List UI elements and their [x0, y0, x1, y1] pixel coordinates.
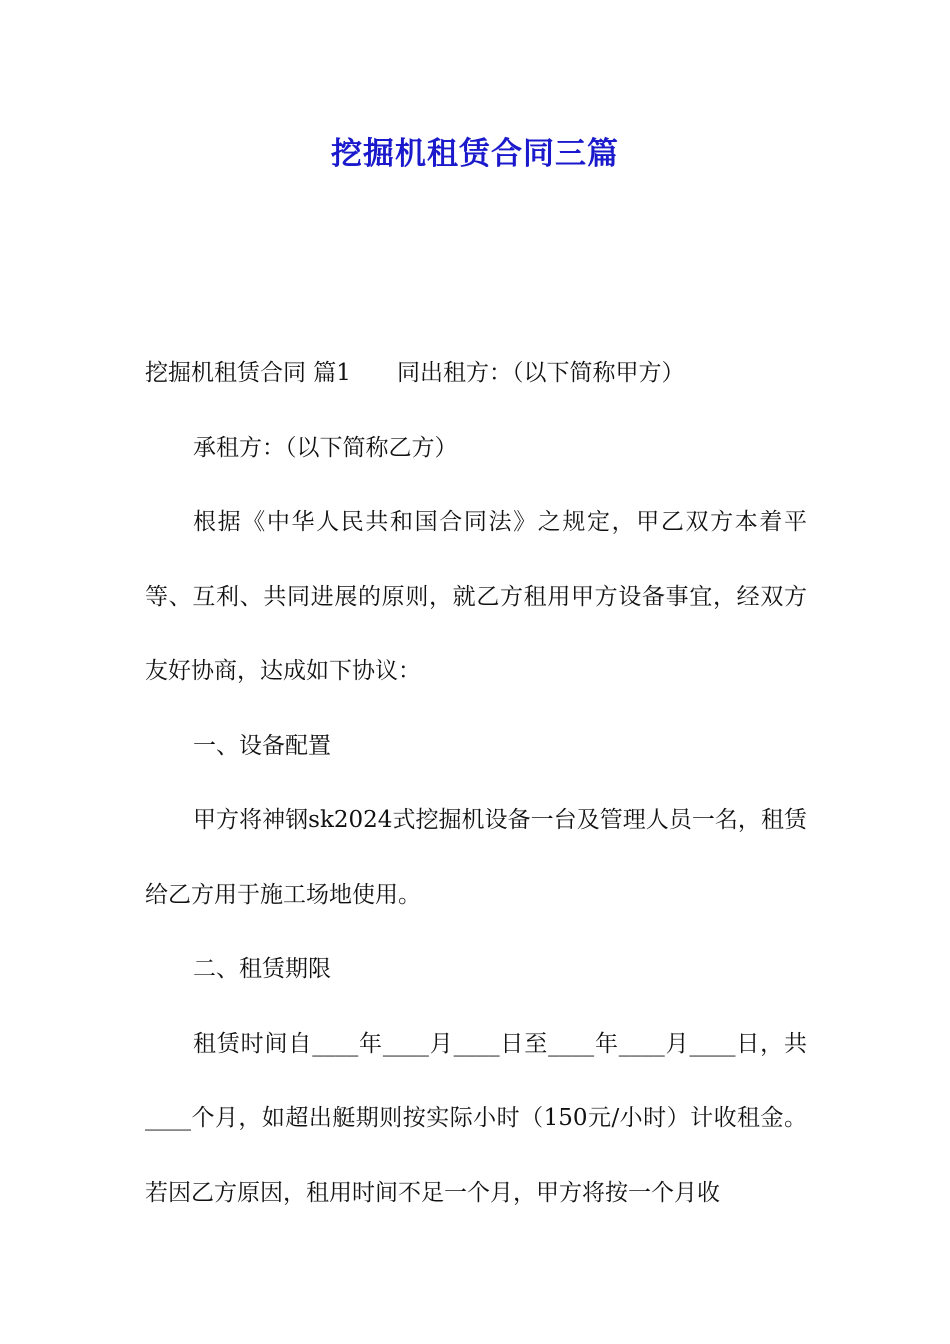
section-1-paragraph: 甲方将神钢sk2024式挖掘机设备一台及管理人员一名，租赁给乙方用于施工场地使用。	[145, 807, 807, 908]
lessee-label: 承租方：（以下简称乙方）	[193, 434, 458, 461]
section-2-heading: 二、租赁期限	[193, 956, 331, 982]
section-1-heading: 一、设备配置	[193, 732, 331, 759]
section-2-paragraph: 租赁时间自____年____月____日至____年____月____日，共____个月，如超出艇期则按实际小时（150元/小时）计收租金。若因乙方原因，租用时间不足一个月，甲方将按一个月收	[145, 1030, 807, 1206]
lessor-label: 同出租方：（以下简称甲方）	[396, 360, 685, 386]
preamble-paragraph: 根据《中华人民共和国合同法》之规定，甲乙双方本着平等、互利、共同进展的原则，就乙方租用甲方设备事宜，经双方友好协商，达成如下协议：	[145, 509, 807, 684]
chapter-label: 挖掘机租赁合同 篇1	[145, 360, 351, 386]
document-title: 挖掘机租赁合同三篇	[331, 136, 619, 172]
heading-line	[145, 336, 807, 411]
document-body	[145, 336, 807, 1230]
